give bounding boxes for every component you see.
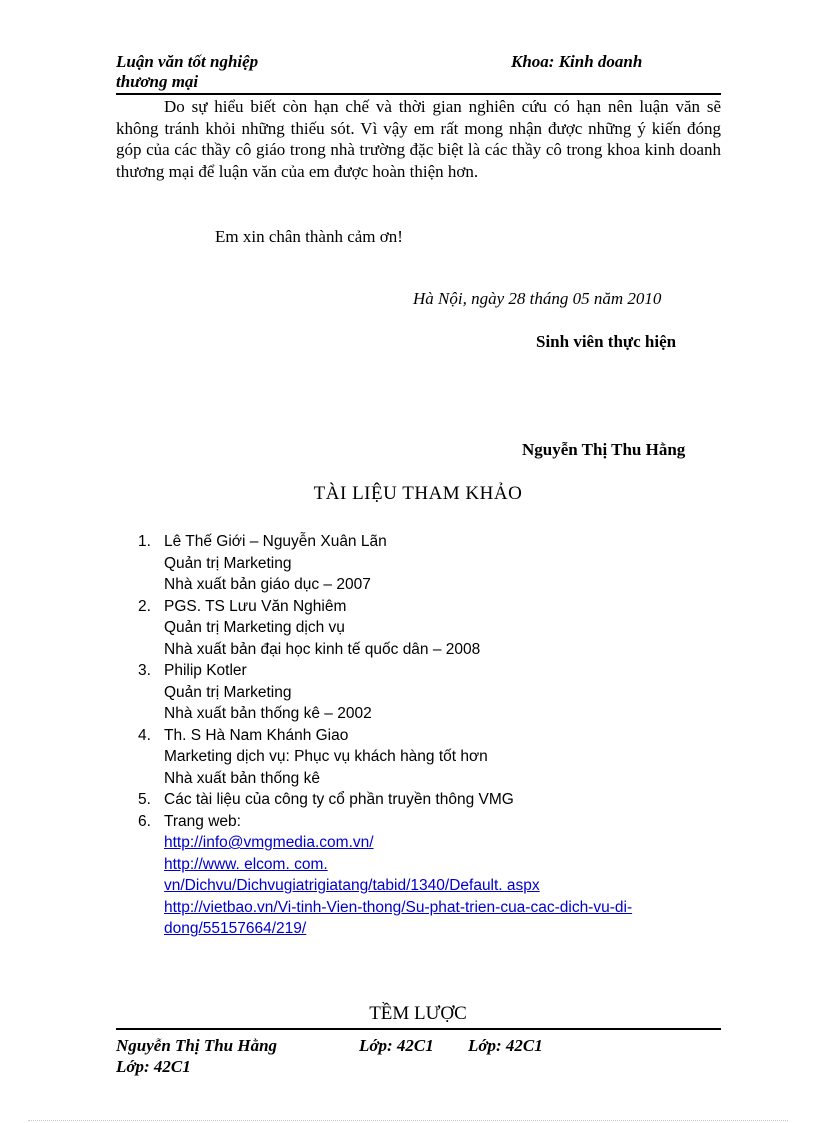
reference-number: 5. <box>138 791 151 808</box>
date-line: Hà Nội, ngày 28 tháng 05 năm 2010 <box>413 289 662 308</box>
footer-rule <box>116 1028 721 1030</box>
header-faculty: Khoa: Kinh doanh <box>511 52 643 71</box>
reference-number: 2. <box>138 597 151 615</box>
reference-line: Các tài liệu của công ty cổ phần truyền thông VMG <box>164 791 514 808</box>
reference-line: Quản trị Marketing dịch vụ <box>164 619 345 636</box>
next-section-title: TỀM LƯỢC <box>369 1003 467 1024</box>
reference-line: Nhà xuất bản giáo dục – 2007 <box>164 576 371 593</box>
reference-item <box>116 660 721 725</box>
reference-item <box>116 789 721 811</box>
reference-item <box>116 531 721 596</box>
header-title-line2: thương mại <box>116 72 199 91</box>
footer-class-2: Lớp: 42C1 <box>468 1036 543 1055</box>
reference-line: Th. S Hà Nam Khánh Giao <box>164 726 349 744</box>
reference-line: Quản trị Marketing <box>164 554 292 572</box>
reference-line: Nhà xuất bản đại học kinh tế quốc dân – 2008 <box>164 640 481 658</box>
reference-line: Lê Thế Giới – Nguyễn Xuân Lãn <box>164 533 387 550</box>
reference-line: Nhà xuất bản thống kê – 2002 <box>164 705 372 722</box>
reference-link[interactable]: dong/55157664/219/ <box>164 920 307 937</box>
reference-number: 1. <box>138 533 151 550</box>
reference-line: Philip Kotler <box>164 662 247 679</box>
reference-line: Nhà xuất bản thống kê <box>164 769 320 787</box>
reference-line: PGS. TS Lưu Văn Nghiêm <box>164 597 347 615</box>
page-bottom-border <box>28 1120 788 1121</box>
reference-item <box>116 725 721 790</box>
reference-link[interactable]: http://www. elcom. com. <box>164 855 328 873</box>
student-name: Nguyễn Thị Thu Hằng <box>522 440 686 459</box>
student-role: Sinh viên thực hiện <box>536 332 677 351</box>
footer-student-name: Nguyễn Thị Thu Hằng <box>116 1036 278 1055</box>
reference-number: 6. <box>138 812 151 830</box>
footer-class-3: Lớp: 42C1 <box>116 1057 191 1076</box>
reference-link[interactable]: http://info@vmgmedia.com.vn/ <box>164 834 374 851</box>
reference-number: 3. <box>138 662 151 679</box>
reference-link[interactable]: http://vietbao.vn/Vi-tinh-Vien-thong/Su-phat-trien-cua-cac-dich-vu-di- <box>164 898 633 916</box>
reference-number: 4. <box>138 726 151 744</box>
references-list <box>116 531 721 940</box>
reference-item <box>116 596 721 661</box>
reference-item <box>116 811 721 940</box>
reference-line: Quản trị Marketing <box>164 683 292 701</box>
header-rule <box>116 93 721 95</box>
footer-class-1: Lớp: 42C1 <box>359 1036 434 1055</box>
reference-line: Marketing dịch vụ: Phục vụ khách hàng tốt hơn <box>164 748 488 765</box>
header-title-line1: Luận văn tốt nghiệp <box>116 52 259 71</box>
closing-paragraph-text: Do sự hiểu biết còn hạn chế và thời gian nghiên cứu có hạn nên luận văn sẽ không tránh khỏi những thiếu sót. Vì vậy em rất mong nhận được những ý kiến đóng góp của các thầy cô giáo trong nhà trường đặc biệt là các thầy cô trong khoa kinh doanh thương mại để luận văn của em được hoàn thiện hơn. <box>116 97 721 181</box>
closing-paragraph <box>116 96 721 182</box>
reference-link[interactable]: vn/Dichvu/Dichvugiatrigiatang/tabid/1340/Default. aspx <box>164 877 540 894</box>
references-title: TÀI LIỆU THAM KHẢO <box>313 483 523 504</box>
thanks-line: Em xin chân thành cảm ơn! <box>215 227 403 246</box>
reference-line: Trang web: <box>164 812 241 830</box>
